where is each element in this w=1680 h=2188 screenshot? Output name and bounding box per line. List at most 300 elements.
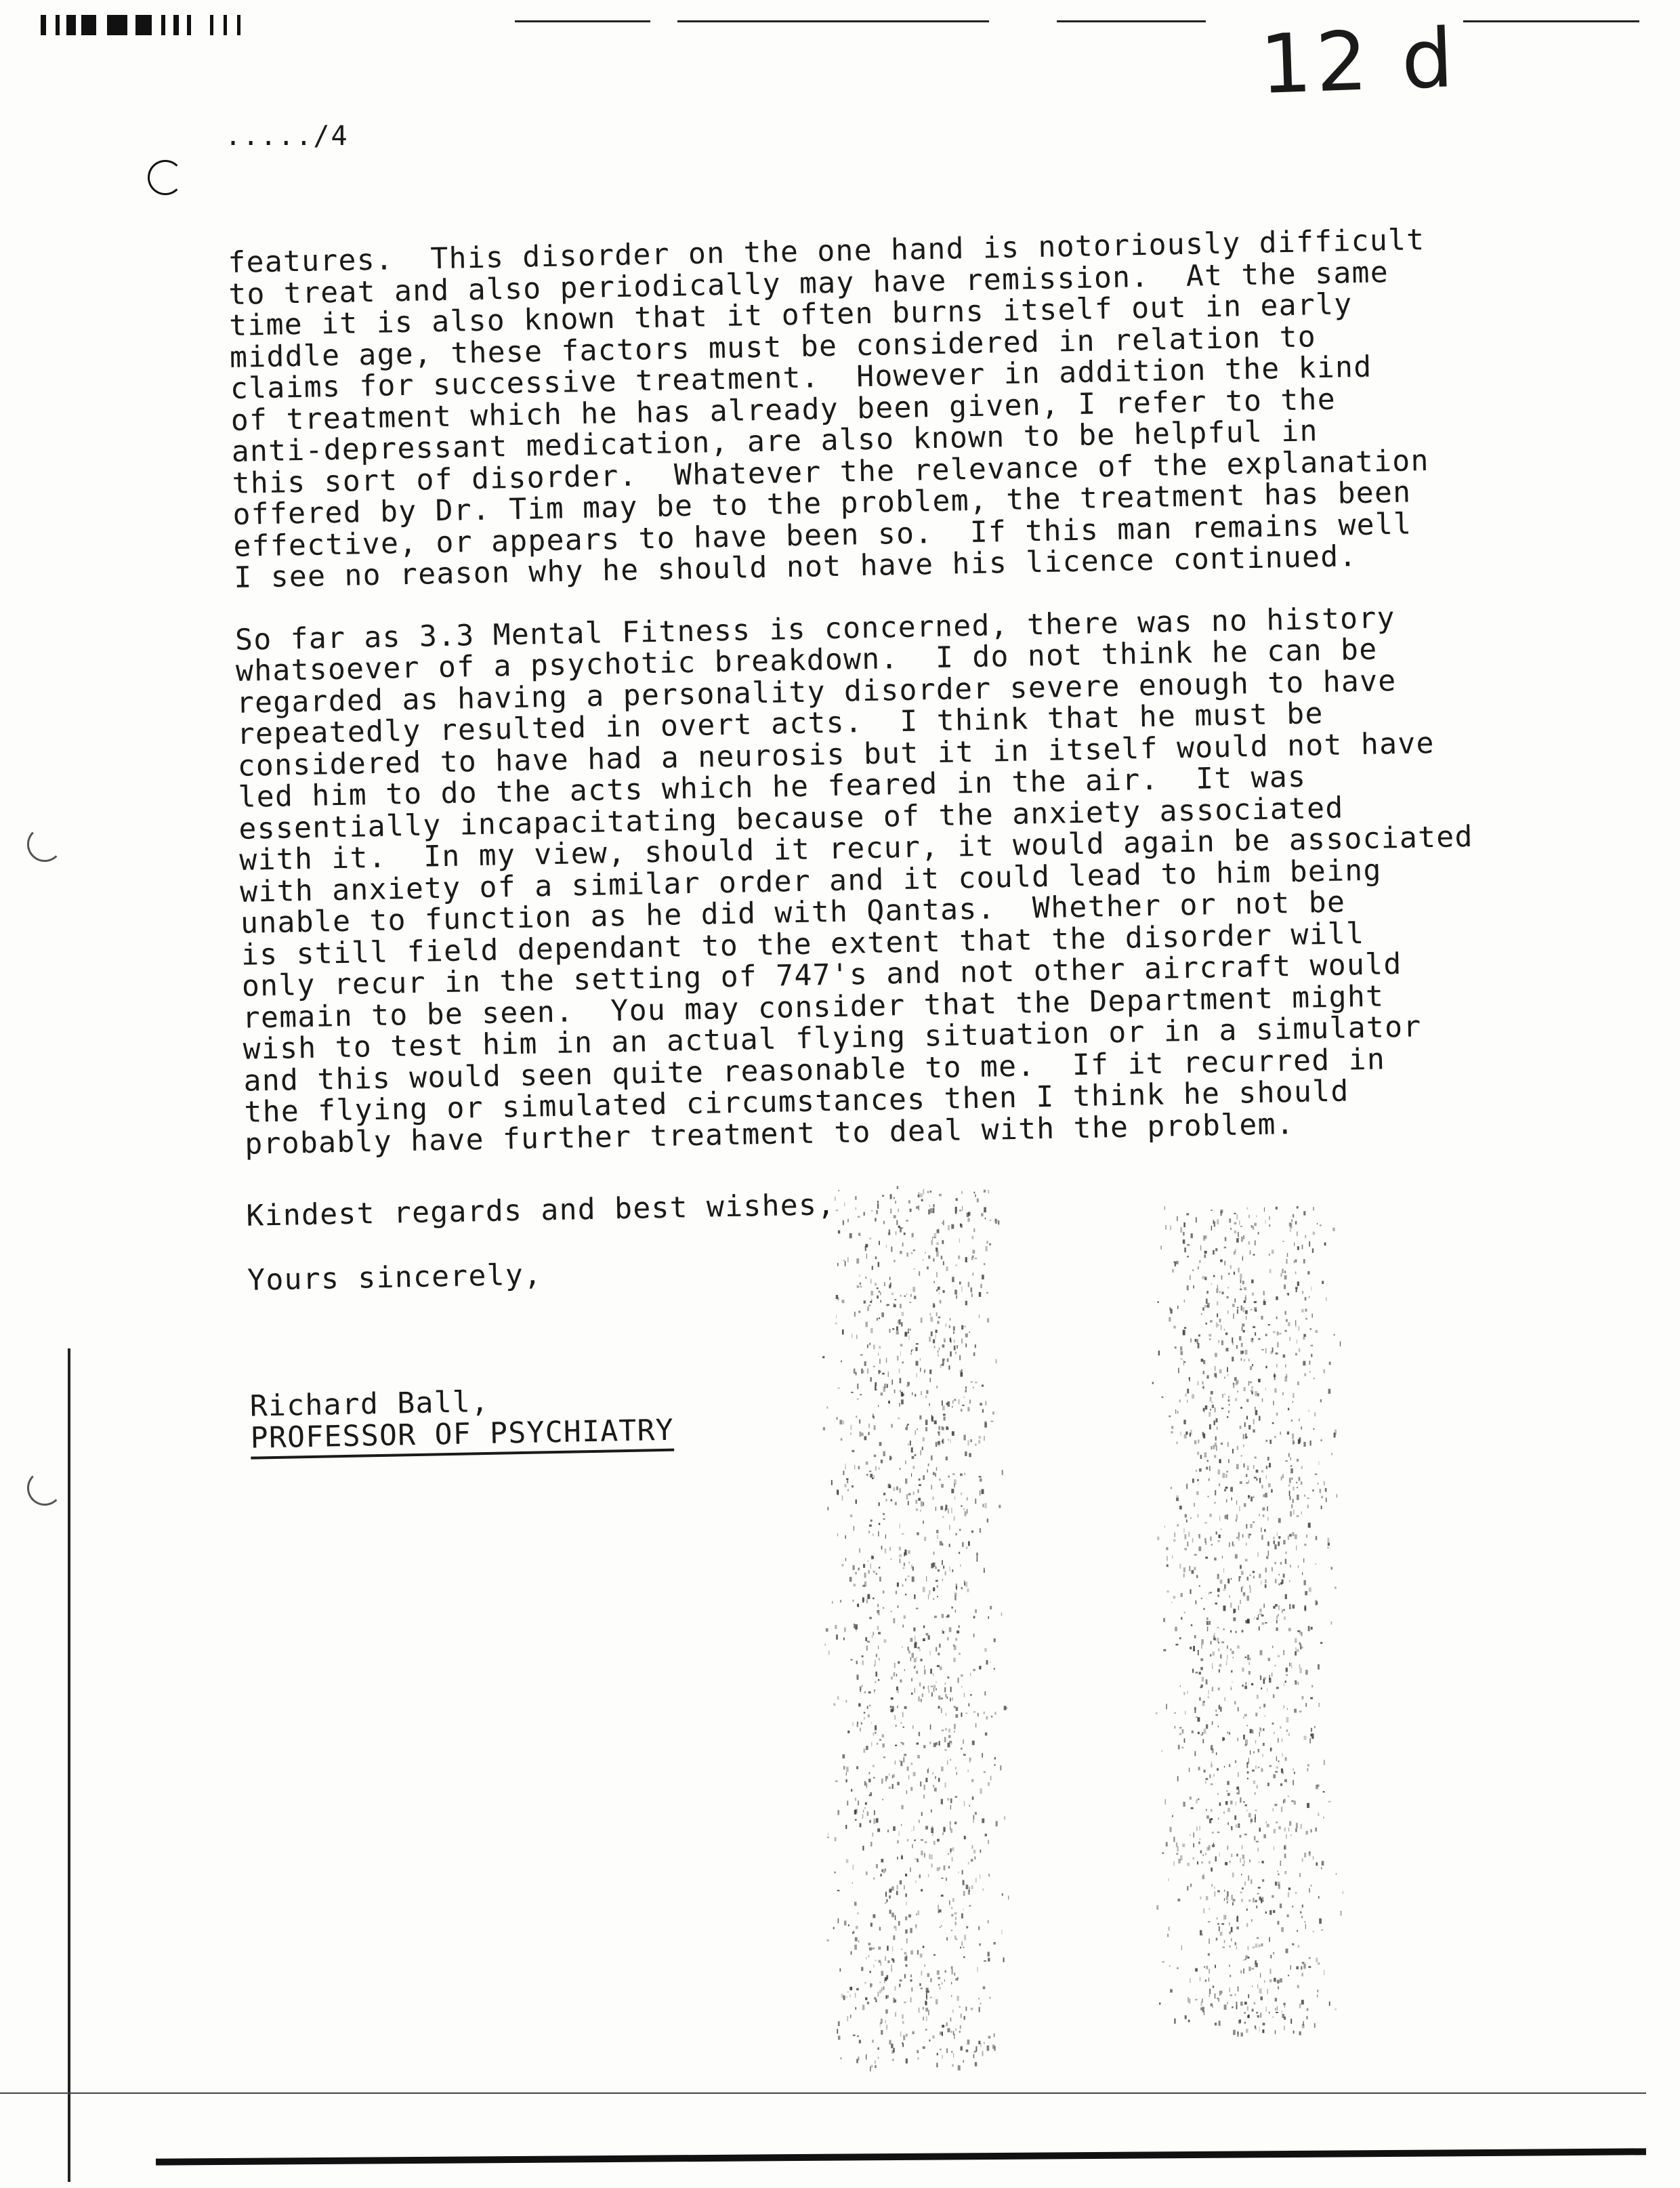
noise-speck [873,1965,874,1968]
noise-speck [889,1888,891,1893]
noise-speck [1215,1714,1218,1716]
noise-speck [1005,1707,1007,1709]
noise-speck [928,1635,930,1640]
noise-speck [919,1683,921,1687]
noise-speck [1271,1955,1272,1958]
noise-speck [1206,1778,1209,1780]
noise-speck [947,1697,948,1699]
noise-speck [1187,1691,1188,1694]
noise-speck [900,1979,902,1981]
noise-speck [1251,1683,1253,1685]
noise-speck [868,1432,870,1435]
noise-speck [1227,1891,1229,1897]
noise-speck [1224,1377,1225,1379]
noise-speck [928,1686,929,1689]
noise-speck [871,1742,872,1747]
noise-speck [1194,1503,1195,1507]
noise-speck [951,2051,952,2053]
noise-speck [946,1323,947,1327]
noise-speck [1269,1224,1270,1226]
noise-speck [852,1485,854,1487]
noise-speck [912,1456,915,1459]
noise-speck [1206,1467,1208,1470]
noise-speck [855,2007,856,2010]
noise-speck [1248,1813,1251,1817]
noise-speck [911,1987,912,1991]
noise-speck [1244,1801,1245,1803]
noise-speck [864,1573,866,1578]
noise-speck [915,1500,917,1504]
noise-speck [891,1500,893,1502]
noise-speck [1257,1695,1259,1699]
noise-speck [948,1428,949,1429]
noise-speck [835,1781,838,1782]
noise-speck [923,2046,925,2049]
noise-speck [905,1479,907,1484]
noise-speck [1318,1813,1319,1816]
noise-speck [1197,1451,1199,1455]
noise-speck [1209,1412,1211,1417]
noise-speck [885,1977,887,1981]
noise-speck [908,1550,910,1554]
noise-speck [912,2031,914,2034]
noise-speck [1262,1754,1263,1756]
noise-speck [958,1256,960,1259]
noise-speck [1196,1470,1197,1472]
noise-speck [1221,1340,1223,1345]
noise-speck [844,1628,845,1632]
noise-speck [1152,1382,1154,1384]
noise-speck [1228,1399,1230,1402]
noise-speck [1228,1411,1230,1413]
noise-speck [974,1192,975,1194]
noise-speck [1257,1617,1259,1619]
noise-speck [982,1819,984,1823]
noise-speck [1310,1328,1312,1329]
noise-speck [973,1616,975,1619]
noise-speck [1307,1505,1309,1508]
noise-speck [885,1779,887,1781]
noise-speck [933,1785,934,1788]
noise-speck [902,1533,904,1535]
noise-speck [879,1577,881,1582]
noise-speck [1294,1243,1295,1246]
noise-speck [1295,1892,1297,1894]
noise-speck [1207,1460,1209,1462]
noise-speck [984,1503,986,1508]
noise-speck [1263,1494,1265,1497]
noise-speck [1246,1543,1247,1546]
noise-speck [1224,1489,1226,1491]
noise-speck [1265,1388,1266,1390]
noise-speck [1278,1614,1279,1617]
noise-speck [939,1741,940,1746]
noise-speck [1253,1780,1255,1783]
noise-speck [876,1864,878,1868]
noise-speck [938,1695,941,1699]
noise-speck [898,1418,900,1420]
noise-speck [1211,1544,1213,1546]
noise-speck [1196,1339,1198,1344]
noise-speck [1273,1952,1274,1954]
noise-speck [985,1834,987,1836]
noise-speck [1215,1857,1217,1862]
noise-speck [946,1728,947,1731]
noise-speck [923,1745,925,1748]
noise-speck [965,1386,967,1389]
noise-speck [1218,1998,1219,2002]
noise-speck [856,1572,857,1574]
noise-speck [1327,1538,1329,1543]
noise-speck [1252,2009,1254,2012]
noise-speck [999,1505,1001,1508]
noise-speck [897,1583,899,1587]
noise-speck [1184,1534,1186,1540]
noise-speck [1255,1960,1257,1964]
noise-speck [1252,1770,1255,1772]
noise-speck [1241,1343,1243,1347]
noise-speck [914,1594,916,1599]
noise-speck [965,1511,967,1516]
noise-speck [1258,1767,1260,1768]
noise-speck [1205,1853,1206,1855]
noise-speck [1167,1556,1168,1561]
noise-speck [943,1631,944,1634]
noise-speck [862,1814,863,1819]
noise-speck [1194,1554,1197,1556]
noise-speck [902,2021,904,2024]
noise-speck [931,1826,933,1829]
noise-speck [962,1542,963,1547]
noise-speck [1257,1985,1258,1989]
noise-speck [921,1391,922,1395]
noise-speck [1297,1232,1298,1237]
noise-speck [1265,1912,1267,1914]
noise-speck [990,1606,992,1609]
noise-speck [1246,1482,1248,1483]
noise-speck [958,1872,959,1873]
noise-speck [857,1723,858,1727]
noise-speck [1296,1482,1297,1483]
noise-speck [1310,1441,1311,1446]
noise-speck [858,1233,860,1236]
noise-speck [1257,1848,1259,1852]
noise-speck [1203,1855,1204,1857]
noise-speck [884,1639,887,1643]
noise-speck [906,1494,908,1500]
noise-speck [1235,1760,1236,1763]
noise-speck [1229,1404,1230,1405]
noise-speck [873,1345,875,1350]
noise-speck [1284,1617,1286,1620]
noise-speck [938,1317,940,1319]
noise-speck [872,1266,873,1270]
noise-speck [988,2036,991,2039]
noise-speck [947,1359,949,1362]
noise-speck [1259,1514,1260,1516]
noise-speck [855,1937,858,1941]
noise-speck [954,1399,957,1401]
noise-speck [826,1939,828,1941]
noise-speck [1161,1750,1162,1752]
noise-speck [946,2048,948,2053]
noise-speck [1235,1942,1236,1945]
noise-speck [835,1197,836,1201]
noise-speck [1277,1531,1278,1536]
noise-speck [1173,1539,1176,1542]
noise-speck [938,1426,940,1430]
noise-speck [915,1394,916,1397]
noise-speck [1244,1959,1246,1960]
noise-speck [948,1866,950,1869]
noise-speck [1181,1945,1182,1950]
noise-speck [1001,1613,1002,1616]
noise-speck [943,1827,946,1832]
noise-speck [908,1575,910,1577]
noise-speck [1167,1565,1169,1567]
noise-speck [900,1390,901,1392]
noise-speck [1335,2008,1337,2010]
noise-speck [908,1647,909,1651]
noise-speck [1295,1320,1296,1325]
noise-speck [902,1584,904,1587]
noise-speck [1236,1537,1238,1539]
noise-speck [1250,1250,1251,1254]
noise-speck [947,1676,949,1678]
noise-speck [828,1651,830,1655]
noise-speck [940,1926,942,1928]
noise-speck [1230,1630,1232,1632]
noise-speck [873,1571,875,1573]
noise-speck [1217,1285,1218,1289]
noise-speck [949,1901,950,1905]
noise-speck [1263,1677,1266,1680]
noise-speck [1305,1591,1307,1595]
noise-speck [845,1484,847,1487]
noise-speck [1196,1217,1197,1222]
noise-speck [841,1361,842,1363]
noise-speck [914,1296,916,1299]
noise-speck [1244,1300,1246,1303]
noise-speck [1216,1445,1217,1451]
noise-speck [1166,1547,1168,1550]
noise-speck [913,1491,915,1495]
noise-speck [1321,1506,1322,1509]
noise-speck [985,1691,986,1695]
noise-speck [856,1988,859,1991]
noise-speck [1305,1318,1307,1320]
noise-speck [926,2017,927,2022]
noise-speck [1238,1537,1240,1541]
noise-speck [1266,1821,1267,1823]
noise-speck [940,2031,942,2035]
noise-speck [1205,1781,1206,1784]
noise-speck [891,1676,893,1679]
noise-speck [1200,1930,1202,1935]
noise-speck [857,1674,859,1680]
noise-speck [935,1776,936,1779]
noise-speck [893,1826,896,1831]
noise-speck [1302,1291,1303,1294]
noise-speck [978,1440,980,1443]
noise-speck [975,1443,977,1445]
noise-speck [1311,1685,1313,1688]
noise-speck [933,1598,934,1601]
noise-speck [912,1349,914,1350]
noise-speck [1206,1305,1209,1307]
noise-speck [1226,1897,1228,1901]
noise-speck [1321,1929,1323,1931]
noise-speck [1211,2004,1213,2006]
noise-speck [1246,1577,1248,1581]
noise-speck [1269,1216,1270,1220]
noise-speck [959,1653,961,1655]
noise-speck [922,1693,923,1697]
noise-speck [1278,1921,1280,1925]
noise-speck [1204,1522,1207,1523]
noise-speck [1157,1302,1159,1303]
noise-speck [883,1386,886,1392]
noise-speck [877,1991,879,1997]
noise-speck [828,1507,829,1510]
noise-speck [1273,1910,1275,1913]
noise-speck [891,1887,892,1891]
noise-speck [1301,1973,1303,1977]
noise-speck [919,1271,920,1276]
noise-speck [1183,1573,1184,1577]
noise-speck [1236,1787,1239,1790]
noise-speck [1240,1835,1242,1838]
noise-speck [906,1964,908,1967]
noise-speck [973,2055,975,2059]
noise-speck [1250,1657,1251,1660]
noise-speck [967,1509,968,1514]
noise-speck [1290,1965,1291,1970]
noise-speck [919,1649,921,1651]
noise-speck [1305,1670,1308,1674]
noise-speck [962,1870,963,1875]
noise-speck [866,1254,867,1259]
noise-speck [856,1258,859,1264]
noise-speck [1280,1432,1281,1435]
noise-speck [1191,1624,1192,1626]
noise-speck [887,1945,889,1950]
noise-speck [1169,1416,1171,1418]
noise-speck [875,1728,877,1729]
noise-speck [1263,1743,1265,1746]
noise-speck [1249,1859,1250,1862]
noise-speck [945,1571,946,1575]
noise-speck [1246,1474,1247,1477]
noise-speck [1224,1584,1226,1589]
noise-speck [1186,1484,1188,1489]
noise-speck [1203,1874,1204,1876]
noise-speck [877,1287,879,1289]
noise-speck [894,1260,896,1262]
noise-speck [913,1250,915,1251]
noise-speck [938,1778,940,1782]
noise-speck [956,1296,957,1299]
noise-speck [1277,1342,1279,1348]
noise-speck [889,1485,891,1488]
noise-speck [969,1704,970,1707]
noise-speck [845,1779,847,1783]
noise-speck [969,1905,971,1906]
noise-speck [954,1973,955,1976]
noise-speck [1294,1260,1295,1263]
noise-speck [1293,1510,1295,1515]
noise-speck [944,1865,946,1870]
noise-speck [1242,1534,1243,1537]
noise-speck [887,1304,889,1306]
noise-speck [1259,1609,1261,1612]
noise-speck [924,1964,925,1967]
noise-speck [870,1564,871,1569]
noise-speck [874,1425,876,1430]
noise-speck [899,1984,900,1987]
noise-speck [960,2025,961,2029]
noise-speck [949,1544,950,1547]
noise-speck [1258,1232,1259,1235]
noise-speck [879,1739,881,1741]
noise-speck [936,1567,937,1569]
noise-speck [1286,1674,1288,1676]
noise-speck [871,1210,873,1212]
noise-speck [1275,2008,1276,2010]
noise-speck [1229,1732,1230,1735]
noise-speck [942,1222,943,1224]
noise-speck [849,1577,852,1582]
noise-speck [885,1548,886,1554]
noise-speck [879,1960,881,1963]
noise-speck [982,1753,983,1758]
noise-speck [951,1907,953,1910]
noise-speck [1286,1717,1289,1722]
noise-speck [1311,1733,1314,1739]
noise-speck [954,1912,957,1915]
noise-speck [1235,1249,1236,1253]
noise-speck [908,1562,910,1564]
noise-speck [933,1339,935,1343]
noise-speck [1246,1923,1248,1927]
noise-speck [1189,1566,1190,1571]
noise-speck [980,2043,981,2047]
noise-speck [967,1440,969,1445]
noise-speck [1276,1756,1277,1761]
noise-speck [944,1737,946,1743]
signatory-name: Richard Ball, [249,1384,490,1424]
noise-speck [870,1983,873,1986]
noise-speck [898,1921,900,1926]
noise-speck [1213,1636,1215,1640]
noise-speck [1254,1301,1257,1303]
noise-speck [1218,1726,1219,1728]
noise-speck [961,1587,963,1589]
noise-speck [1303,2021,1304,2026]
noise-speck [904,1754,906,1756]
noise-speck [1212,1748,1214,1753]
noise-speck [919,1484,921,1486]
noise-speck [832,1601,833,1604]
noise-speck [989,1243,991,1245]
noise-speck [873,1777,875,1779]
noise-speck [956,1707,958,1711]
noise-speck [1241,1455,1242,1456]
noise-speck [907,1382,910,1385]
noise-speck [1235,1554,1238,1559]
noise-speck [1282,1474,1284,1479]
noise-speck [959,1529,961,1531]
